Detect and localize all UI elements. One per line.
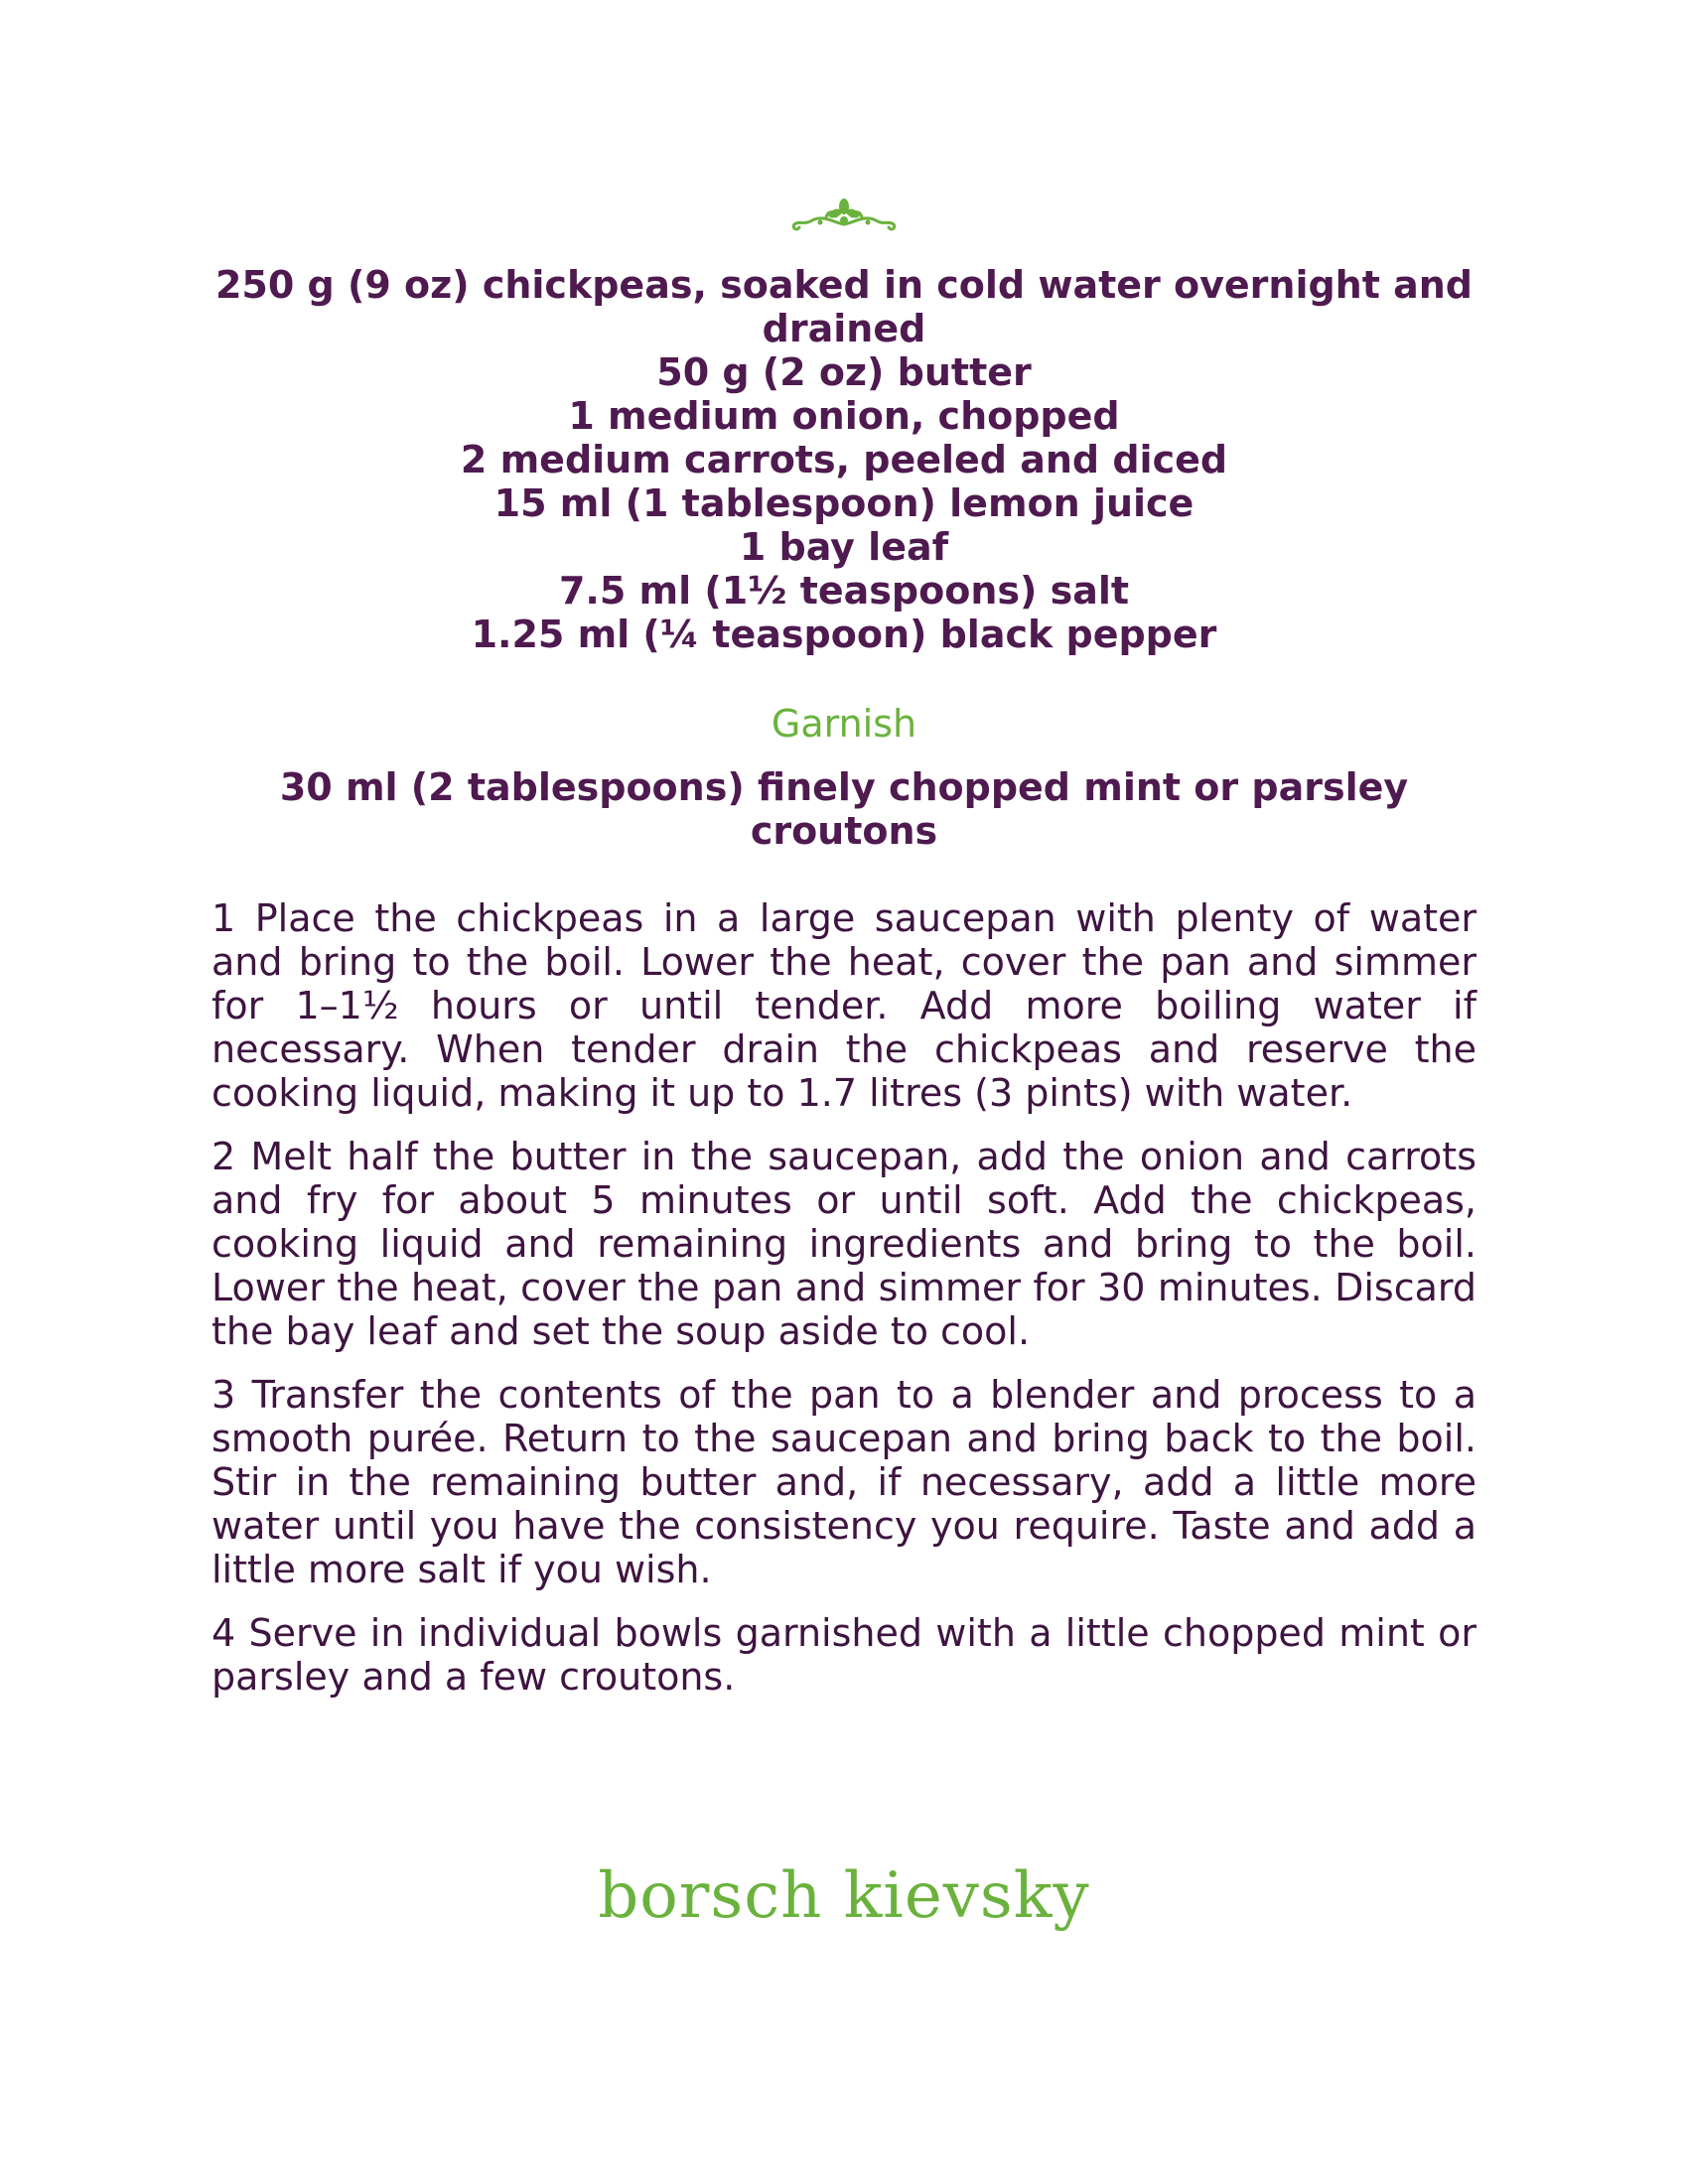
ingredient-item: 1.25 ml (¼ teaspoon) black pepper xyxy=(471,613,1217,656)
garnish-item: croutons xyxy=(750,809,938,853)
ingredient-item: 1 bay leaf xyxy=(739,525,949,569)
next-recipe-title: borsch kievsky xyxy=(598,1859,1090,1933)
method-step: 3 Transfer the contents of the pan to a blender and process to a smooth purée. Return to the saucepan and bring back to the boil. Stir in the remaining butter and, if necessary, add a little more water until you have the consistency you require. Taste and add a little more salt if you wish. xyxy=(211,1373,1477,1591)
garnish-heading: Garnish xyxy=(771,702,917,746)
ingredient-list xyxy=(199,263,1489,656)
garnish-list xyxy=(248,765,1440,853)
method-step: 4 Serve in individual bowls garnished with a little chopped mint or parsley and a few croutons. xyxy=(211,1611,1477,1699)
method-step: 2 Melt half the butter in the saucepan, add the onion and carrots and fry for about 5 minutes or until soft. Add the chickpeas, cooking liquid and remaining ingredients and bring to the boil. Lower the heat, cover the pan and simmer for 30 minutes. Discard the bay leaf and set the soup aside to cool. xyxy=(211,1135,1477,1353)
ingredient-item: 15 ml (1 tablespoon) lemon juice xyxy=(493,481,1195,525)
garnish-item: 30 ml (2 tablespoons) finely chopped mint or parsley xyxy=(279,765,1409,809)
ingredient-item: 250 g (9 oz) chickpeas, soaked in cold water overnight and drained xyxy=(214,263,1474,350)
floral-ornament-icon xyxy=(784,193,904,242)
ingredient-item: 50 g (2 oz) butter xyxy=(656,350,1032,394)
method-steps xyxy=(211,896,1477,1718)
ingredient-item: 2 medium carrots, peeled and diced xyxy=(460,438,1228,481)
method-step: 1 Place the chickpeas in a large saucepan with plenty of water and bring to the boil. Lower the heat, cover the pan and simmer for 1–1½ hours or until tender. Add more boiling water if necessary. When tender drain the chickpeas and reserve the cooking liquid, making it up to 1.7 litres (3 pints) with water. xyxy=(211,896,1477,1115)
ingredient-item: 1 medium onion, chopped xyxy=(568,394,1120,438)
ingredient-item: 7.5 ml (1½ teaspoons) salt xyxy=(558,569,1130,613)
